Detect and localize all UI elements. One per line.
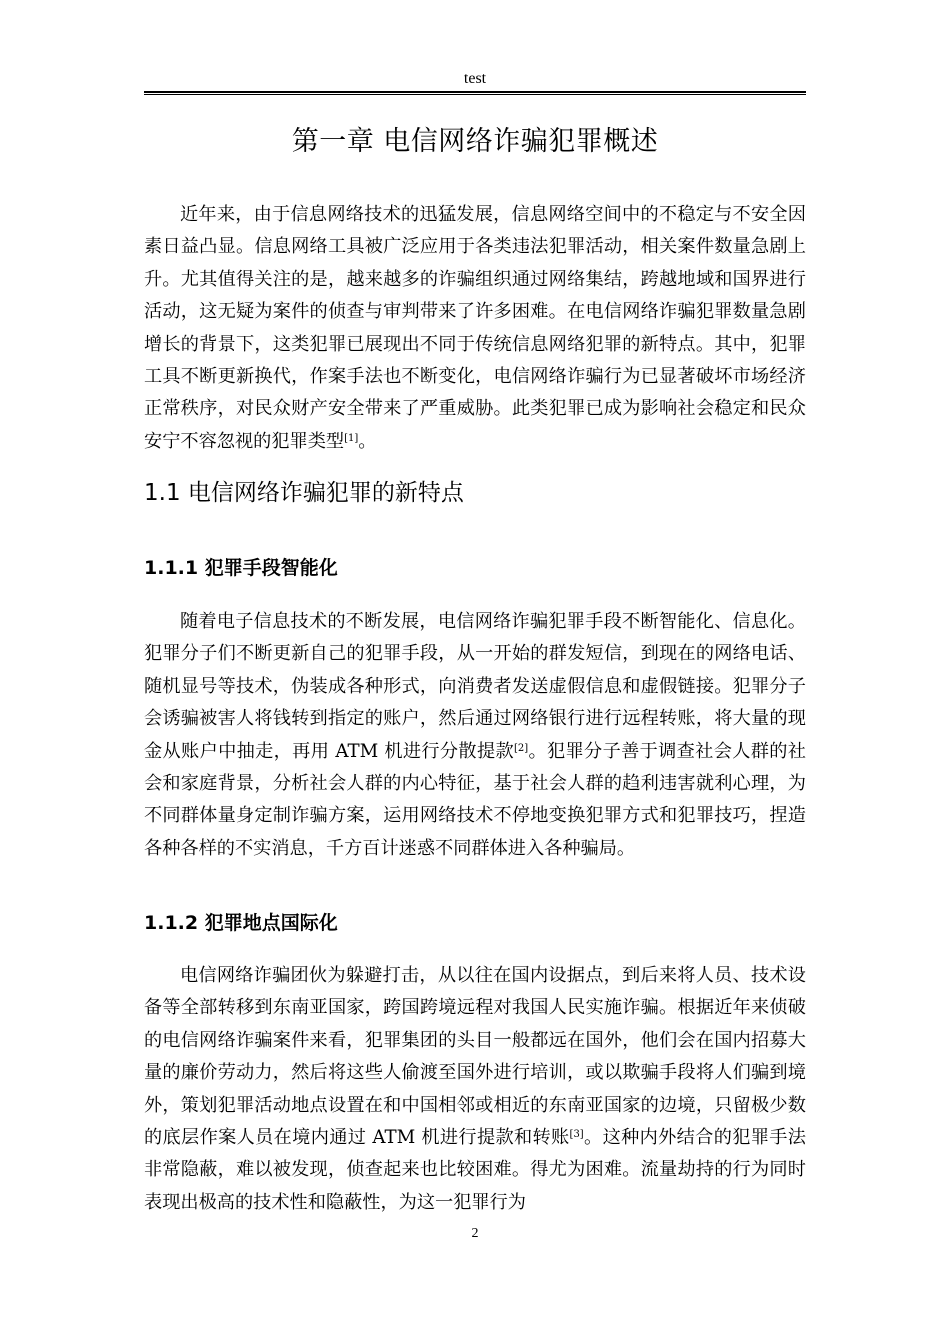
paragraph-1-1-1 — [144, 606, 806, 865]
subsection-heading-1-1-2: 1.1.2 犯罪地点国际化 — [144, 912, 338, 934]
paragraph-1-1-1-text-a: 随着电子信息技术的不断发展，电信网络诈骗犯罪手段不断智能化、信息化。犯罪分子们不断更新自己的犯罪手段，从一开始的群发短信，到现在的网络电话、随机显号等技术，伪装成各种形式，向消费者发送虚假信息和虚假链接。犯罪分子会诱骗被害人将钱转到指定的账户，然后通过网络银行进行远程转账，将大量的现金从账户中抽走，再用 ATM 机进行分散提款 — [144, 611, 806, 762]
citation-ref-2: [2] — [513, 742, 529, 754]
page-number: 2 — [471, 1226, 479, 1241]
intro-paragraph — [144, 199, 806, 458]
intro-text: 近年来，由于信息网络技术的迅猛发展，信息网络空间中的不稳定与不安全因素日益凸显。信息网络工具被广泛应用于各类违法犯罪活动，相关案件数量急剧上升。尤其值得关注的是，越来越多的诈骗组织通过网络集结，跨越地域和国界进行活动，这无疑为案件的侦查与审判带来了许多困难。在电信网络诈骗犯罪数量急剧增长的背景下，这类犯罪已展现出不同于传统信息网络犯罪的新特点。其中，犯罪工具不断更新换代，作案手法也不断变化，电信网络诈骗行为已显著破坏市场经济正常秩序，对民众财产安全带来了严重威胁。此类犯罪已成为影响社会稳定和民众安宁不容忽视的犯罪类型 — [144, 204, 806, 452]
chapter-title: 第一章 电信网络诈骗犯罪概述 — [291, 126, 659, 157]
citation-ref-1: [1] — [344, 432, 359, 444]
running-header: test — [463, 70, 487, 87]
intro-tail: 。 — [358, 430, 377, 452]
paragraph-1-1-2-text-b: 。这种内外结合的犯罪手法非常隐蔽，难以被发现，侦查起来也比较困难。得尤为困难。流量劫持的行为同时表现出极高的技术性和隐蔽性，为这一犯罪行为 — [144, 1127, 806, 1213]
header-divider — [144, 91, 806, 95]
citation-ref-3: [3] — [569, 1129, 584, 1141]
paragraph-1-1-1-text-b: 。犯罪分子善于调查社会人群的社会和家庭背景，分析社会人群的内心特征，基于社会人群的趋利违害就利心理，为不同群体量身定制诈骗方案，运用网络技术不停地变换犯罪方式和犯罪技巧，捏造各种各样的不实消息，千方百计迷惑不同群体进入各种骗局。 — [144, 740, 806, 859]
paragraph-1-1-2 — [144, 960, 806, 1219]
paragraph-1-1-2-text-a: 电信网络诈骗团伙为躲避打击，从以往在国内设据点，到后来将人员、技术设备等全部转移到东南亚国家，跨国跨境远程对我国人民实施诈骗。根据近年来侦破的电信网络诈骗案件来看，犯罪集团的头目一般都远在国外，他们会在国内招募大量的廉价劳动力，然后将这些人偷渡至国外进行培训，或以欺骗手段将人们骗到境外，策划犯罪活动地点设置在和中国相邻或相近的东南亚国家的边境，只留极少数的底层作案人员在境内通过 ATM 机进行提款和转账 — [144, 965, 806, 1149]
subsection-heading-1-1-1: 1.1.1 犯罪手段智能化 — [144, 557, 338, 579]
section-heading-1-1: 1.1 电信网络诈骗犯罪的新特点 — [144, 480, 464, 506]
